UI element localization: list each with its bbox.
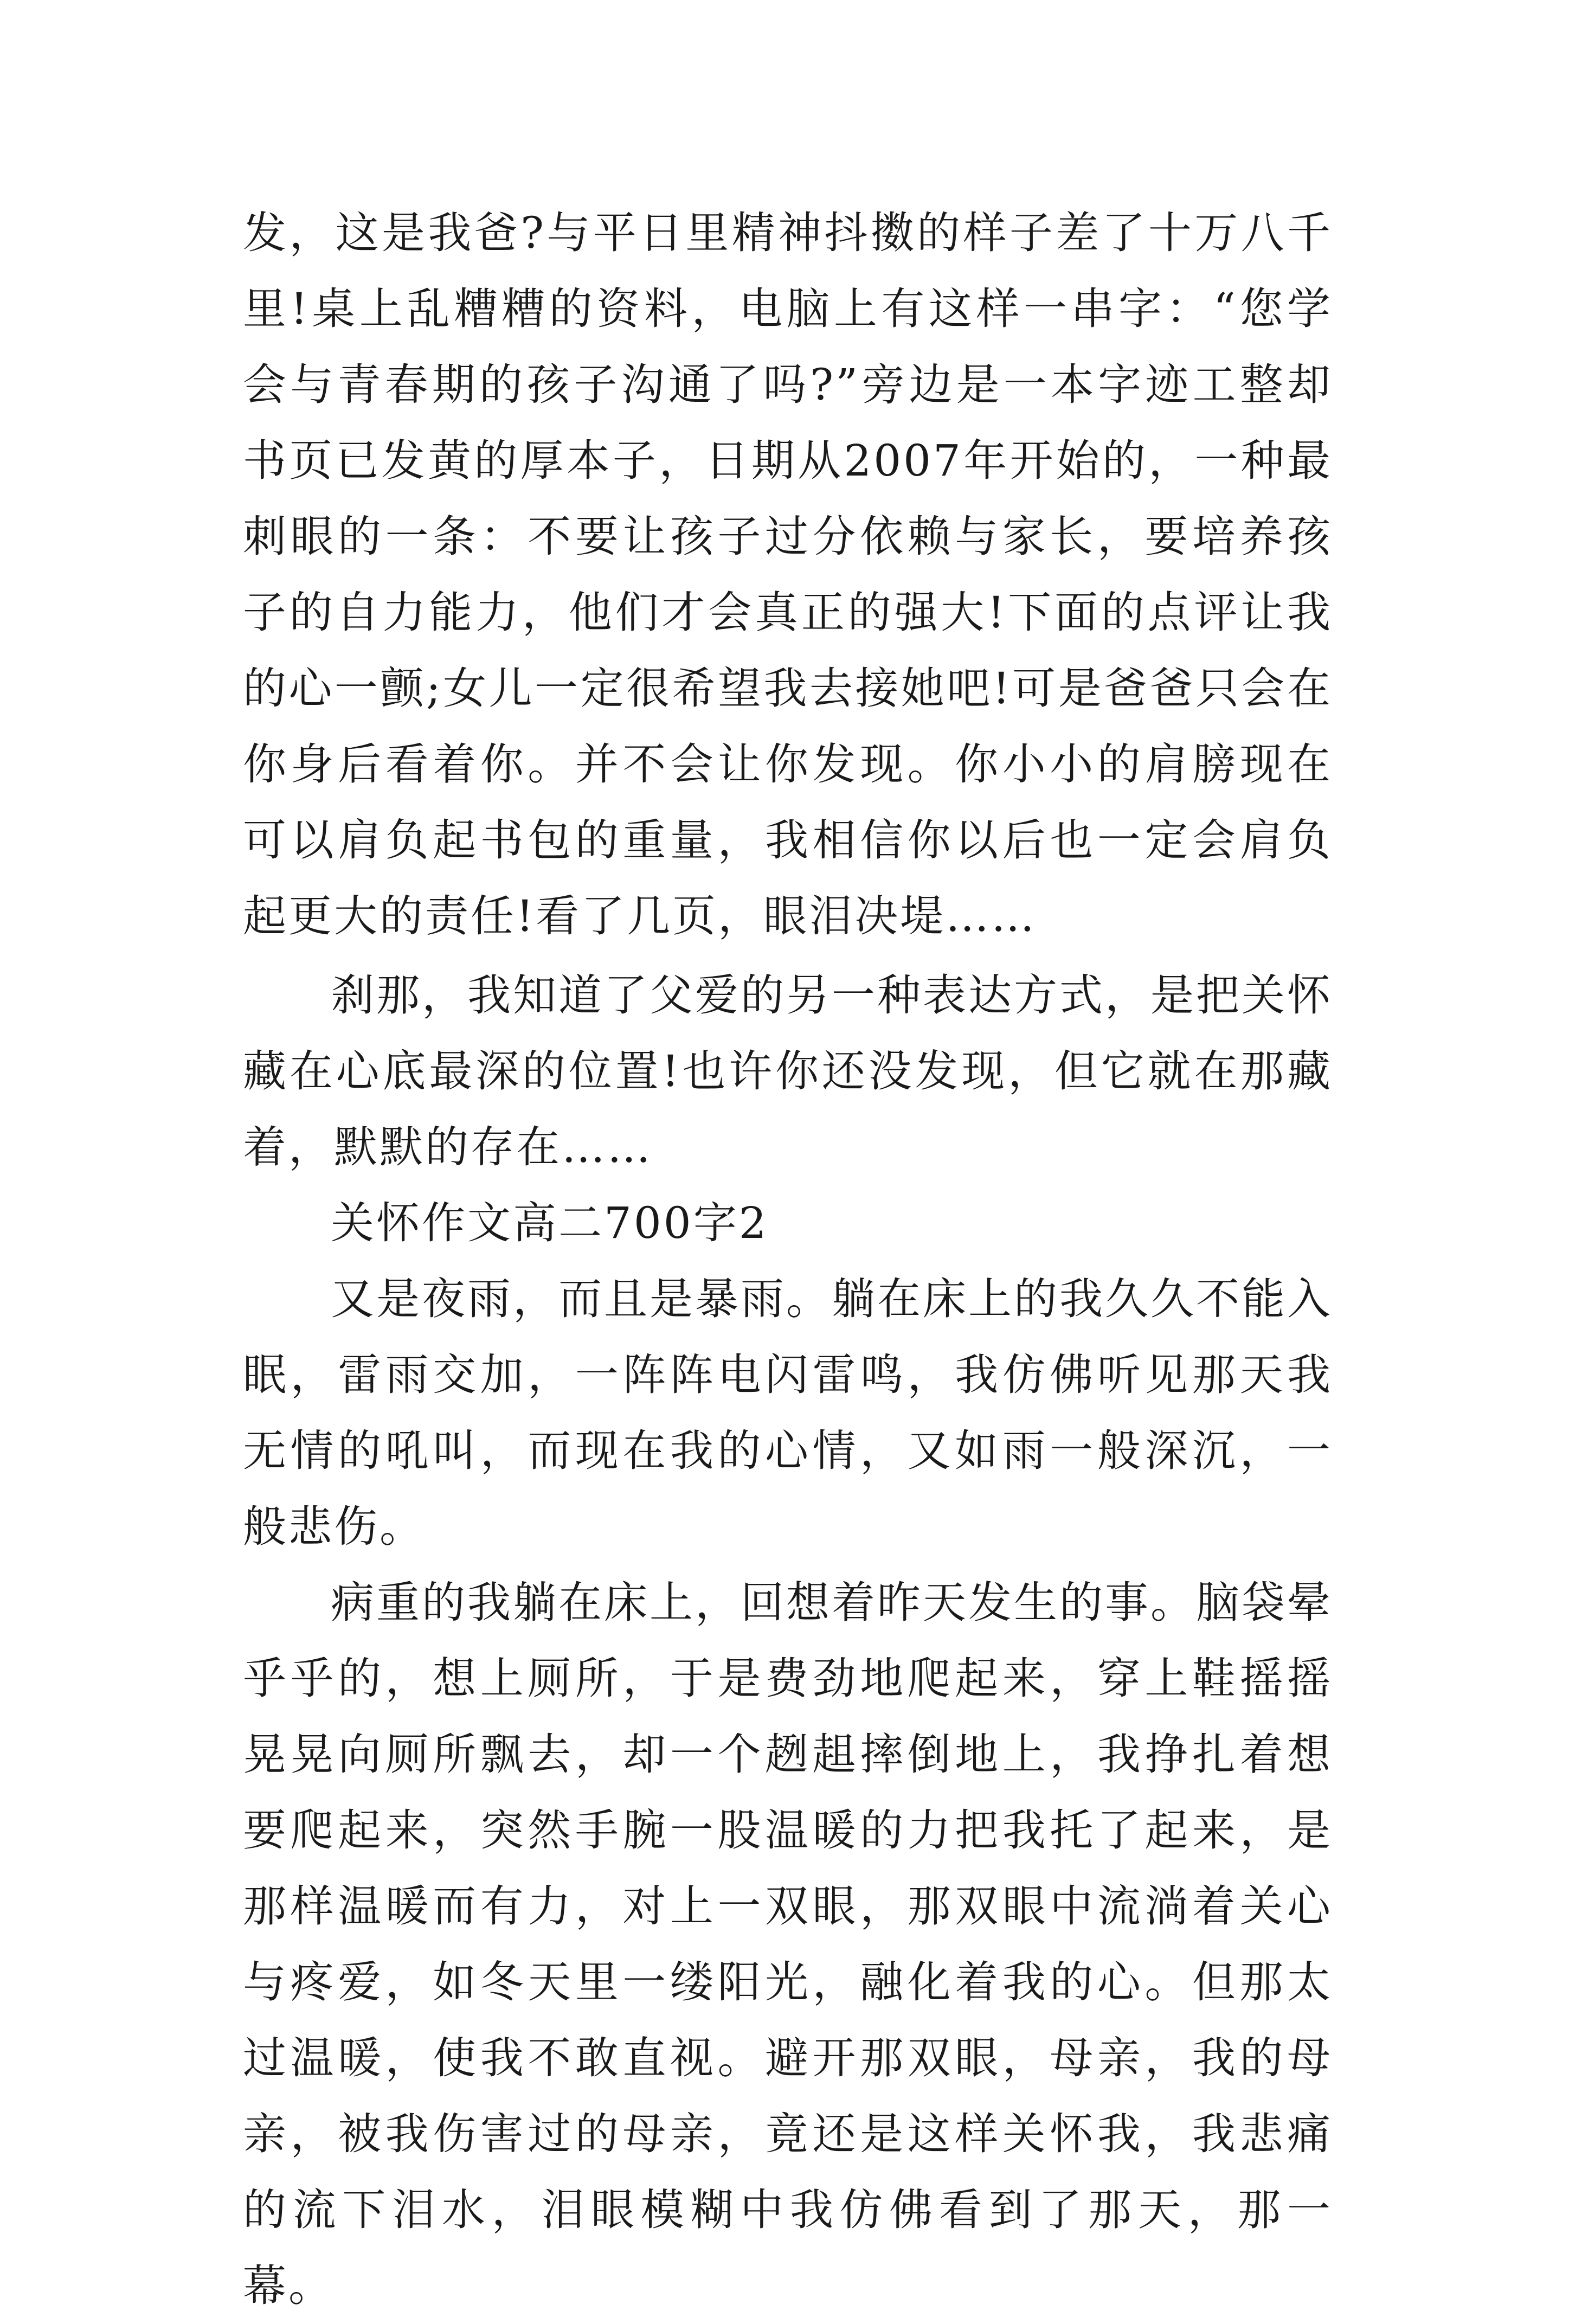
paragraph-night-rain: 又是夜雨，而且是暴雨。躺在床上的我久久不能入眠，雷雨交加，一阵阵电闪雷鸣，我仿佛听见那天我无情的吼叫，而现在我的心情，又如雨一般深沉，一般悲伤。 <box>243 1274 1333 1552</box>
essay-heading: 关怀作文高二700字2 <box>331 1198 769 1248</box>
paragraph-father-love: 刹那，我知道了父爱的另一种表达方式，是把关怀藏在心底最深的位置!也许你还没发现，但它就在那藏着，默默的存在…… <box>243 970 1333 1172</box>
document-page <box>243 195 1333 2324</box>
paragraph-mother-care: 病重的我躺在床上，回想着昨天发生的事。脑袋晕乎乎的，想上厕所，于是费劲地爬起来，穿上鞋摇摇晃晃向厕所飘去，却一个趔趄摔倒地上，我挣扎着想要爬起来，突然手腕一股温暖的力把我托了起来，是那样温暖而有力，对上一双眼，那双眼中流淌着关心与疼爱，如冬天里一缕阳光，融化着我的心。但那太过温暖，使我不敢直视。避开那双眼，母亲，我的母亲，被我伤害过的母亲，竟还是这样关怀我，我悲痛的流下泪水，泪眼模糊中我仿佛看到了那天，那一幕。 <box>243 1577 1333 2311</box>
paragraph-father-notebook: 发，这是我爸?与平日里精神抖擞的样子差了十万八千里!桌上乱糟糟的资料，电脑上有这样一串字：“您学会与青春期的孩子沟通了吗?”旁边是一本字迹工整却书页已发黄的厚本子，日期从2007年开始的，一种最刺眼的一条：不要让孩子过分依赖与家长，要培养孩子的自力能力，他们才会真正的强大!下面的点评让我的心一颤;女儿一定很希望我去接她吧!可是爸爸只会在你身后看着你。并不会让你发现。你小小的肩膀现在可以肩负起书包的重量，我相信你以后也一定会肩负起更大的责任!看了几页，眼泪决堤…… <box>243 208 1333 941</box>
